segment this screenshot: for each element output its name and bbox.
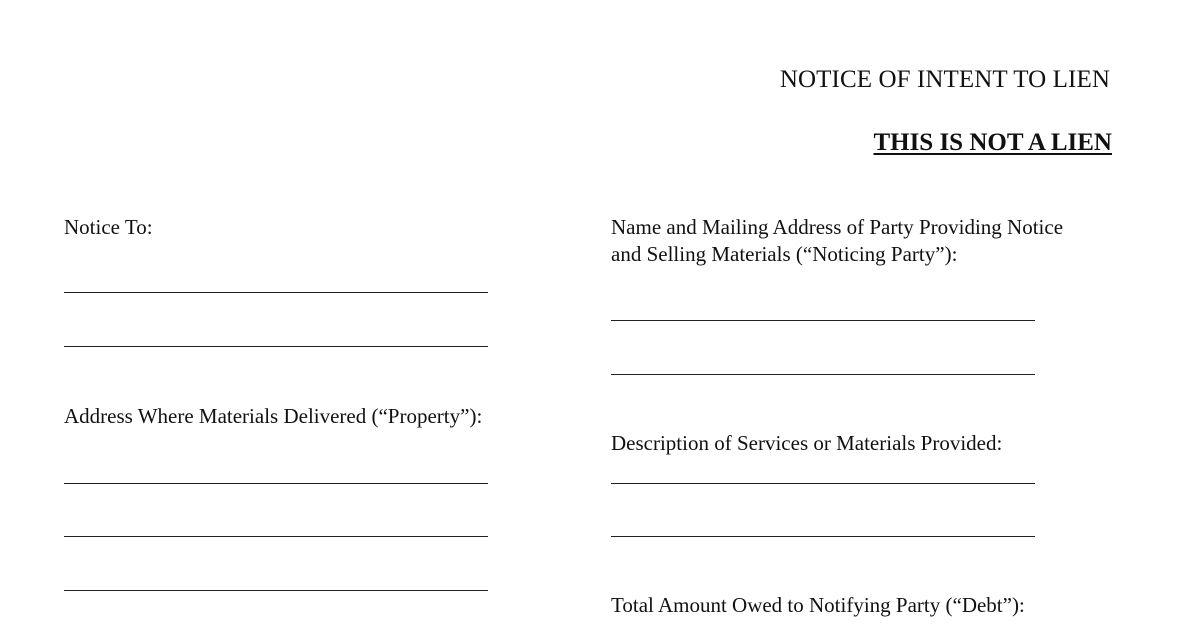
property-address-label: Address Where Materials Delivered (“Property”): bbox=[64, 404, 483, 428]
property-address-line-1[interactable] bbox=[64, 483, 488, 484]
notice-to-line-2[interactable] bbox=[64, 346, 488, 347]
property-address-line-2[interactable] bbox=[64, 536, 488, 537]
description-label: Description of Services or Materials Provided: bbox=[611, 431, 1003, 455]
document-title: NOTICE OF INTENT TO LIEN bbox=[779, 66, 1110, 93]
notice-to-line-1[interactable] bbox=[64, 292, 488, 293]
description-line-1[interactable] bbox=[611, 483, 1035, 484]
property-address-line-3[interactable] bbox=[64, 590, 488, 591]
description-line-2[interactable] bbox=[611, 536, 1035, 537]
debt-amount-label: Total Amount Owed to Notifying Party (“Debt”): bbox=[611, 593, 1025, 617]
noticing-party-label-line-2: and Selling Materials (“Noticing Party”): bbox=[611, 242, 958, 266]
noticing-party-line-1[interactable] bbox=[611, 320, 1035, 321]
noticing-party-label-line-1: Name and Mailing Address of Party Providing Notice bbox=[611, 215, 1064, 239]
noticing-party-line-2[interactable] bbox=[611, 374, 1035, 375]
document-subtitle: THIS IS NOT A LIEN bbox=[873, 129, 1112, 156]
notice-to-label: Notice To: bbox=[64, 215, 153, 239]
